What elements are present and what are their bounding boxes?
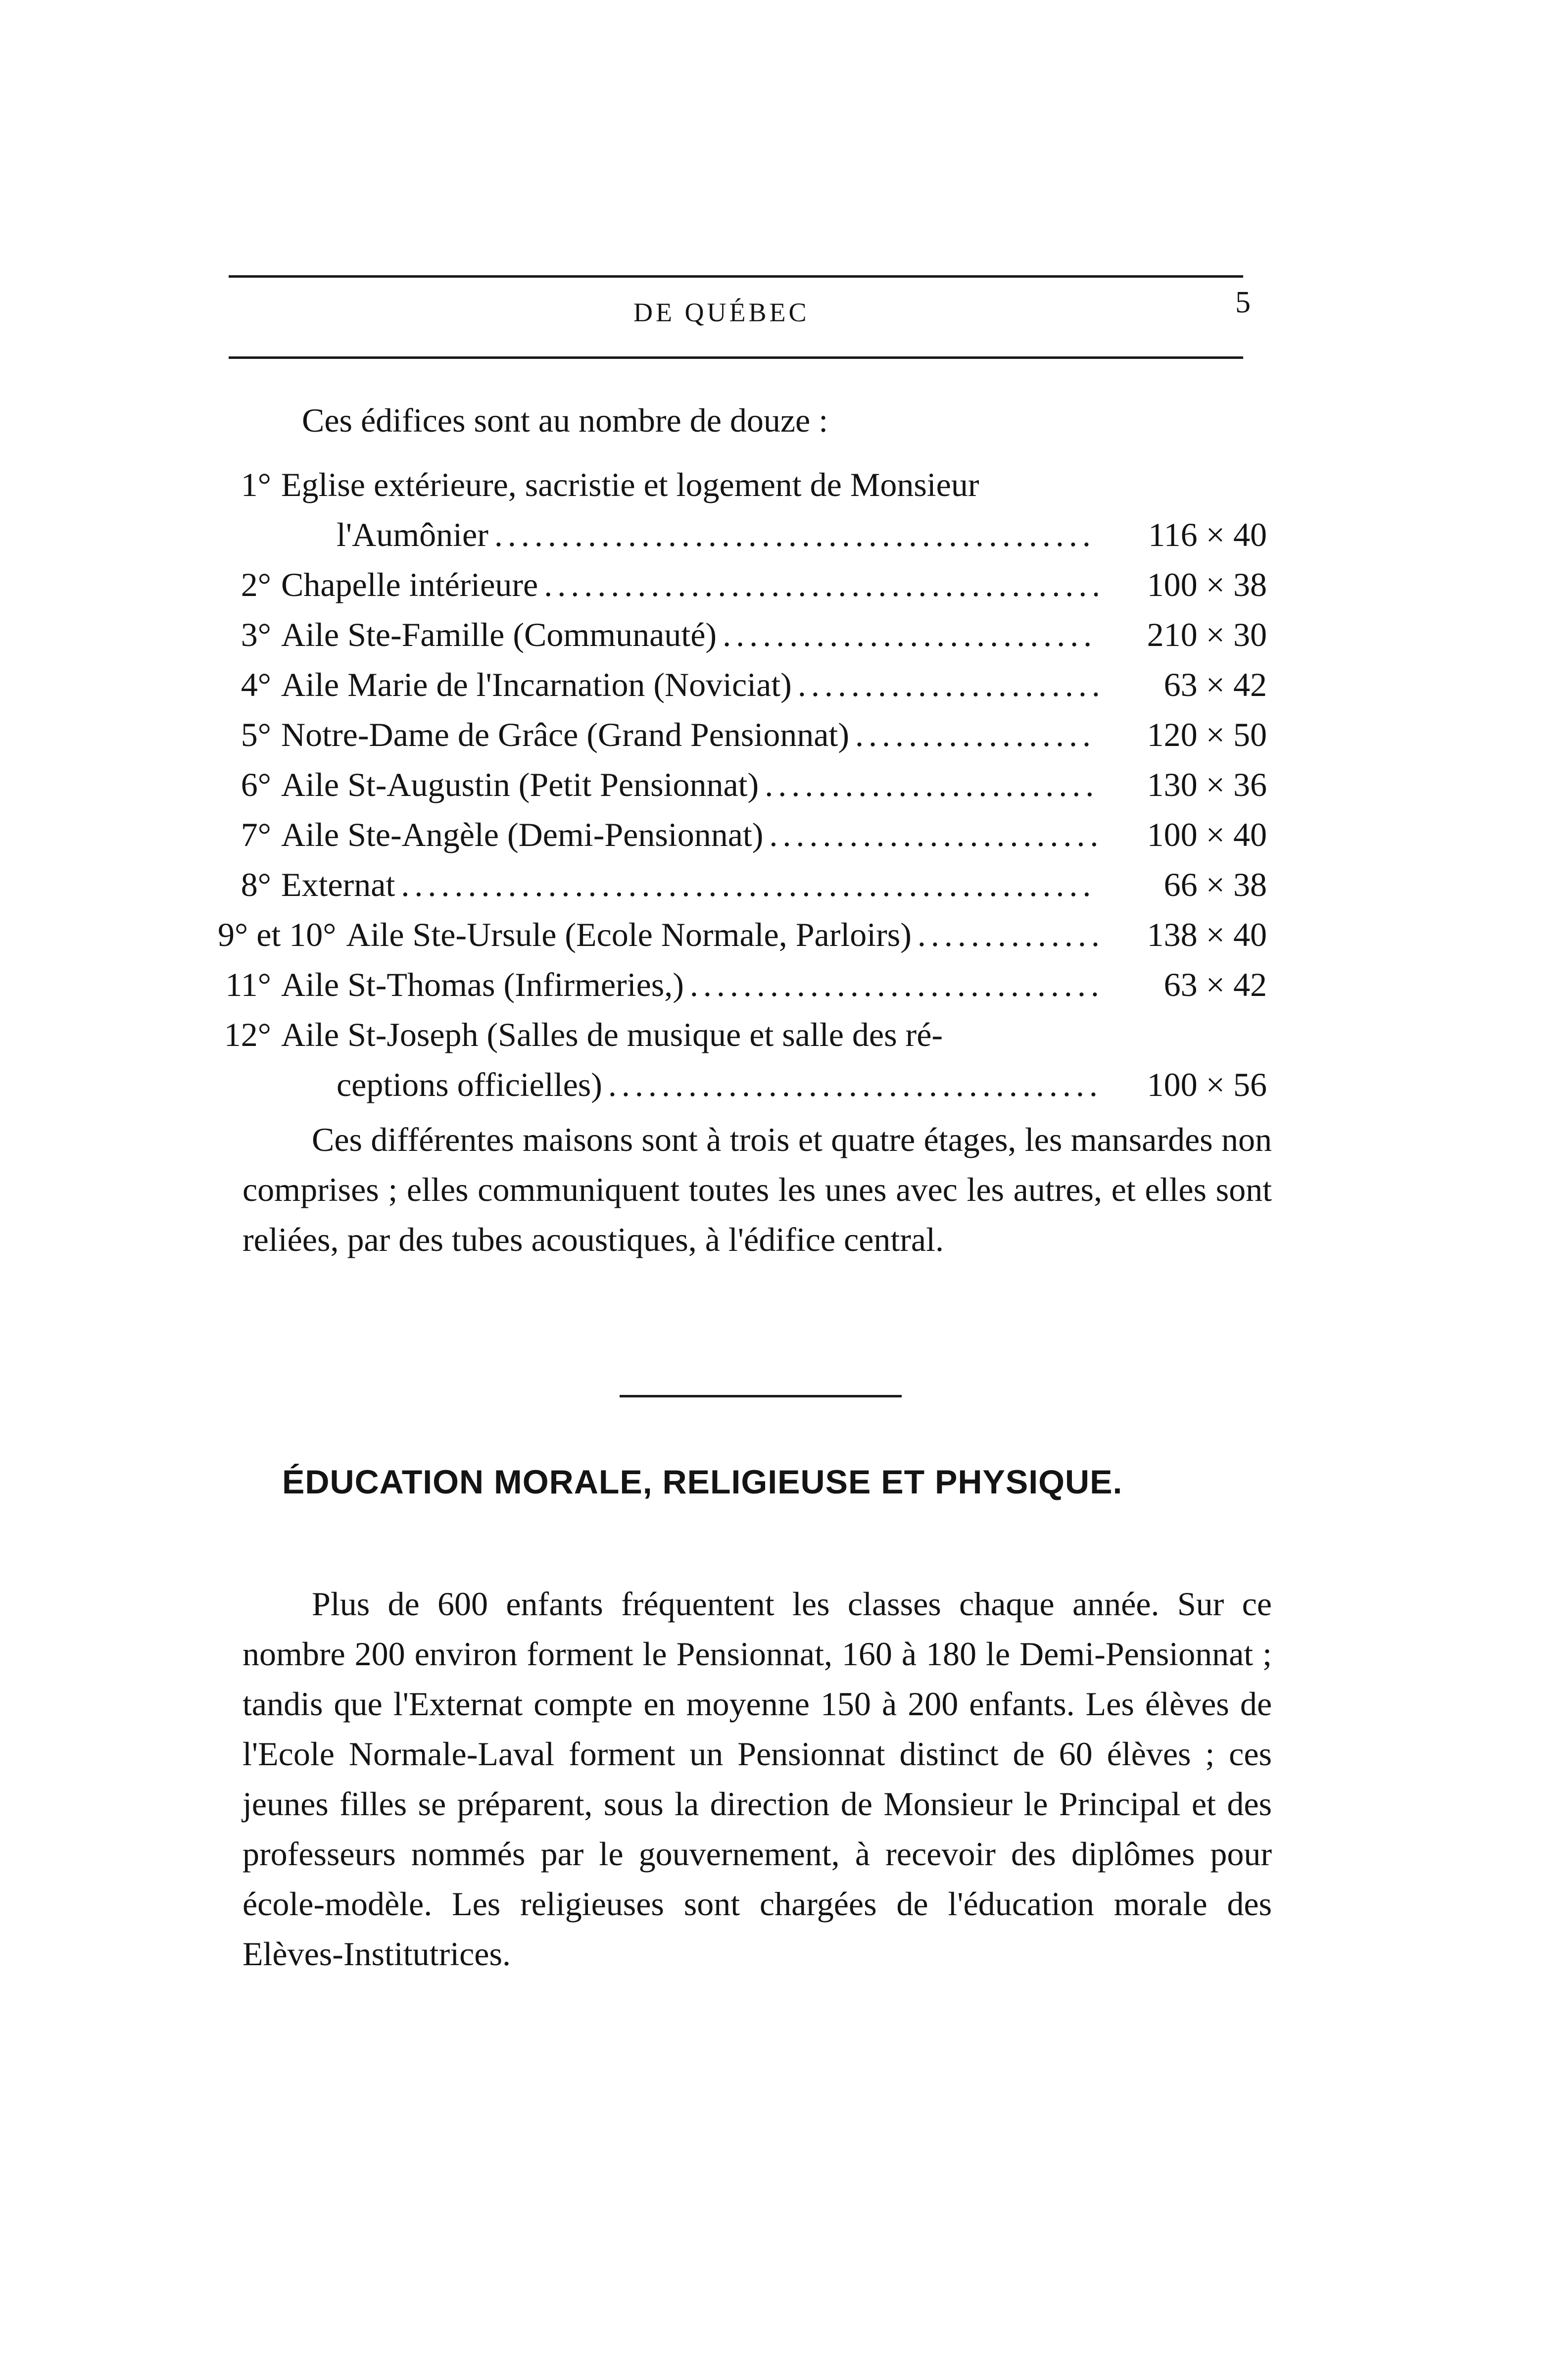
item-label: Eglise extérieure, sacristie et logement de Monsieur xyxy=(281,466,979,503)
item-number: 6° xyxy=(241,766,271,803)
item-number: 12° xyxy=(224,1016,271,1053)
list-item xyxy=(218,465,1267,515)
list-item xyxy=(218,815,1267,865)
item-dimensions: 66 × 38 xyxy=(1163,866,1267,903)
section-divider xyxy=(620,1395,902,1397)
intro-sentence: Ces édifices sont au nombre de douze : xyxy=(302,401,828,439)
leader-dots xyxy=(608,1065,1098,1104)
item-dimensions: 130 × 36 xyxy=(1147,766,1267,803)
item-label: Aile Ste-Famille (Communauté) xyxy=(281,616,717,653)
list-item xyxy=(218,915,1267,965)
item-number: 5° xyxy=(241,716,271,753)
leader-dots xyxy=(798,665,1098,704)
leader-dots xyxy=(765,765,1098,804)
item-label: Aile St-Joseph (Salles de musique et salle des ré- xyxy=(281,1016,943,1053)
paragraph-education: Plus de 600 enfants fréquentent les classes chaque année. Sur ce nombre 200 environ forment le Pensionnat, 160 à 180 le Demi-Pensionnat ; tandis que l'Externat compte en moyenne 150 à 200 enfants. Les élèves de l'Ecole Normale-Laval forment un Pensionnat distinct de 60 élèves ; ces jeunes filles se préparent, sous la direction de Monsieur le Principal et des professeurs nommés par le gouvernement, à recevoir des diplômes pour école-modèle. Les religieuses sont chargées de l'éducation morale des Elèves-Institutrices. xyxy=(242,1585,1272,1973)
item-label: Notre-Dame de Grâce (Grand Pensionnat) xyxy=(281,716,849,753)
list-item-continuation xyxy=(218,1065,1267,1115)
list-item xyxy=(218,765,1267,815)
leader-dots xyxy=(401,865,1098,904)
leader-dots xyxy=(723,615,1098,654)
item-number: 11° xyxy=(225,966,271,1003)
item-number: 9° et 10° xyxy=(218,916,337,953)
item-dimensions: 100 × 38 xyxy=(1147,566,1267,603)
item-label: Aile Ste-Ursule (Ecole Normale, Parloirs) xyxy=(346,916,912,953)
item-dimensions: 63 × 42 xyxy=(1163,666,1267,703)
leader-dots xyxy=(769,815,1098,854)
item-number: 8° xyxy=(241,866,271,903)
item-label: Aile Marie de l'Incarnation (Noviciat) xyxy=(281,666,792,703)
list-item xyxy=(218,715,1267,765)
section-heading: ÉDUCATION MORALE, RELIGIEUSE ET PHYSIQUE. xyxy=(282,1463,1123,1501)
leader-dots xyxy=(690,965,1098,1004)
list-item-continuation xyxy=(218,515,1267,565)
list-item xyxy=(218,865,1267,915)
item-dimensions: 138 × 40 xyxy=(1147,916,1267,953)
item-number: 4° xyxy=(241,666,271,703)
item-label-continuation: l'Aumônier xyxy=(337,516,488,553)
leader-dots xyxy=(494,515,1098,554)
item-dimensions: 100 × 40 xyxy=(1147,816,1267,853)
item-number: 2° xyxy=(241,566,271,603)
item-number: 1° xyxy=(241,466,271,503)
list-item xyxy=(218,965,1267,1015)
paragraph-buildings: Ces différentes maisons sont à trois et quatre étages, les mansardes non comprises ; elles communiquent toutes les unes avec les autres, et elles sont reliées, par des tubes acoustiques, à l'édifice central. xyxy=(242,1121,1272,1258)
leader-dots xyxy=(855,715,1098,754)
leader-dots xyxy=(544,565,1098,604)
header-bottom-rule xyxy=(229,356,1243,359)
item-label-continuation: ceptions officielles) xyxy=(337,1066,602,1103)
list-item xyxy=(218,615,1267,665)
item-number: 3° xyxy=(241,616,271,653)
list-item xyxy=(218,565,1267,615)
leader-dots xyxy=(918,915,1098,954)
item-dimensions: 116 × 40 xyxy=(1148,516,1267,553)
list-item xyxy=(218,1015,1267,1065)
item-dimensions: 100 × 56 xyxy=(1147,1066,1267,1103)
item-label: Aile St-Augustin (Petit Pensionnat) xyxy=(281,766,759,803)
page-number: 5 xyxy=(1235,286,1251,319)
item-label: Externat xyxy=(281,866,395,903)
item-dimensions: 210 × 30 xyxy=(1147,616,1267,653)
buildings-list xyxy=(218,465,1267,1115)
item-label: Aile Ste-Angèle (Demi-Pensionnat) xyxy=(281,816,764,853)
list-item xyxy=(218,665,1267,715)
item-label: Aile St-Thomas (Infirmeries,) xyxy=(281,966,684,1003)
item-label: Chapelle intérieure xyxy=(281,566,538,603)
item-dimensions: 63 × 42 xyxy=(1163,966,1267,1003)
item-number: 7° xyxy=(241,816,271,853)
running-header: DE QUÉBEC xyxy=(633,298,810,327)
header-top-rule xyxy=(229,275,1243,278)
item-dimensions: 120 × 50 xyxy=(1147,716,1267,753)
